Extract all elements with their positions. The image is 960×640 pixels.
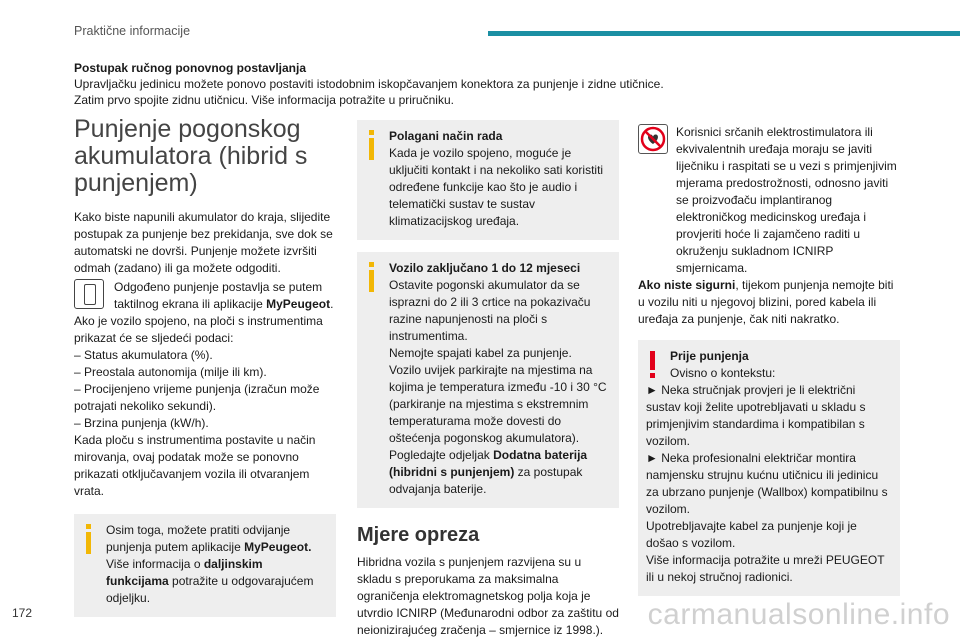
before-charging-line-3: ► Neka profesionalni električar montira namjensku strujnu kućnu utičnicu ili jedinicu za ubrzano punjenje (Wallbox) kompatibilnu s vozilom. (646, 451, 888, 516)
info-mark-icon (82, 522, 96, 607)
list-item: – Preostala autonomija (milje ili km). (74, 365, 267, 379)
delayed-text-app: MyPeugeot (266, 297, 331, 311)
box-text-a: Osim toga, možete pratiti odvijanje punjenja putem aplikacije (106, 523, 291, 554)
pacemaker-prohibited-icon (638, 124, 668, 154)
locked-title: Vozilo zaključano 1 do 12 mjeseci (389, 261, 581, 275)
locked-text-4a: Pogledajte odjeljak (389, 448, 494, 462)
before-charging-line-4: Upotrebljavajte kabel za punjenje koji je došao s vozilom. (646, 519, 857, 550)
before-charging-line-1: Ovisno o kontekstu: (670, 366, 776, 380)
section-title: Praktične informacije (74, 24, 191, 38)
locked-text-4 (389, 447, 611, 498)
delayed-charging-note (74, 279, 336, 313)
delayed-charging-text (114, 279, 336, 313)
locked-text-4b: Dodatna baterija (hibridni s punjenjem) (389, 448, 588, 479)
phone-app-icon (74, 279, 104, 309)
column-2 (357, 120, 619, 639)
col3-paragraph-2 (638, 277, 900, 328)
page-number: 172 (12, 606, 33, 620)
before-charging-title: Prije punjenja (670, 349, 749, 363)
slow-mode-title: Polagani način rada (389, 129, 503, 143)
slow-mode-text: Kada je vozilo spojeno, moguće je uključiti kontakt i na nekoliko sati koristiti određene funkcije kao što je audio i telematički sustav te sustav klimatizacijskog uređaja. (389, 146, 604, 228)
heading-charging: Punjenje pogonskog akumulatora (hibrid s punjenjem) (74, 115, 308, 197)
box-text-c: Više informacija o (106, 557, 204, 571)
info-box-slow-mode (357, 120, 619, 240)
col1-paragraph-3: Kada ploču s instrumentima postavite u način mirovanja, ovaj podatak može se ponovno prikazati otključavanjem vozila ili otvaranjem vrata. (74, 433, 316, 498)
before-charging-line-2: ► Neka stručnjak provjeri je li električni sustav koji želite upotrebljavati u skladu s primjenjivim standardima i kompatibilan s vozilom. (646, 383, 866, 448)
list-item: – Procijenjeno vrijeme punjenja (izračun može potrajati nekoliko sekundi). (74, 382, 320, 413)
intro-line-1: Upravljačku jedinicu možete ponovo postaviti istodobnim iskopčavanjem konektora za punjenje i zidne utičnice. (74, 77, 664, 91)
box-text-e: potražite u odgovarajućem odjeljku. (106, 574, 314, 605)
watermark: carmanualsonline.info (647, 598, 950, 631)
header-accent-bar (488, 31, 960, 36)
delayed-text-a: Odgođeno punjenje postavlja se putem taktilnog ekrana ili aplikacije (114, 280, 323, 311)
pacemaker-note (638, 124, 900, 277)
locked-text-3: Vozilo uvijek parkirajte na mjestima na kojima je temperatura između -10 i 30 °C (parkiranje na mjestima s ekstremnim temperaturama može dovesti do oštećenja pogonskog akumulatora). (389, 363, 607, 445)
locked-text-4c: za postupak odvajanja baterije. (389, 465, 583, 496)
not-sure-label: Ako niste sigurni (638, 278, 736, 292)
list-item: – Brzina punjenja (kW/h). (74, 416, 209, 430)
info-mark-icon (365, 128, 379, 230)
locked-text-1: Ostavite pogonski akumulator da se isprazni do 2 ili 3 crtice na pokazivaču razine napunjenosti na ploči s instrumentima. (389, 278, 591, 343)
col3-paragraph-1: Korisnici srčanih elektrostimulatora ili ekvivalentnih uređaja moraju se javiti liječniku i raspitati se u vezi s primjenjivim mjerama predostrožnosti, odnosno javiti se proizvođaču implantiranog elektroničkog medicinskog uređaja i provjeriti hoće li zajamčeno raditi u okruženju sukladnom ICNIRP smjernicama. (676, 125, 897, 275)
delayed-text-c: . (330, 297, 334, 311)
info-box-app-text (106, 522, 328, 607)
not-sure-text: , tijekom punjenja nemojte biti u vozilu niti u njegovoj blizini, pored kabela ili uređaja za punjenje, čak niti nakratko. (638, 278, 894, 326)
intro-block (74, 60, 904, 108)
before-charging-line-5: Više informacija potražite u mreži PEUGEOT ili u nekoj stručnoj radionici. (646, 553, 885, 584)
box-text-app: MyPeugeot. (244, 540, 312, 554)
col1-paragraph-1: Kako biste napunili akumulator do kraja, slijedite postupak za punjenje bez prekidanja, sve dok se automatski ne dovrši. Punjenje možete izvršiti odmah (zadano) ili ga možete odgoditi. (74, 210, 333, 275)
list-item: – Status akumulatora (%). (74, 348, 213, 362)
column-3 (638, 120, 900, 608)
info-box-locked (357, 252, 619, 508)
intro-title: Postupak ručnog ponovnog postavljanja (74, 61, 307, 75)
intro-line-2: Zatim prvo spojite zidnu utičnicu. Više informacija potražite u priručniku. (74, 93, 454, 107)
heading-precautions: Mjere opreza (357, 524, 480, 546)
warning-box-before-charging (638, 340, 900, 596)
info-box-app (74, 514, 336, 617)
col1-paragraph-2: Ako je vozilo spojeno, na ploči s instrumentima prikazat će se sljedeći podaci: (74, 314, 323, 345)
column-1 (74, 116, 336, 629)
col2-paragraph-1: Hibridna vozila s punjenjem razvijena su u skladu s preporukama za maksimalna ograničenja elektromagnetskog polja koja je utvrdio ICNIRP (Međunarodni odbor za zaštitu od neionizirajućeg zračenja – smjernice iz 1998.). (357, 555, 619, 637)
info-mark-icon (365, 260, 379, 498)
warning-mark-icon (646, 348, 660, 382)
locked-text-2: Nemojte spajati kabel za punjenje. (389, 346, 572, 360)
box-text-remote: daljinskim funkcijama (106, 557, 263, 588)
